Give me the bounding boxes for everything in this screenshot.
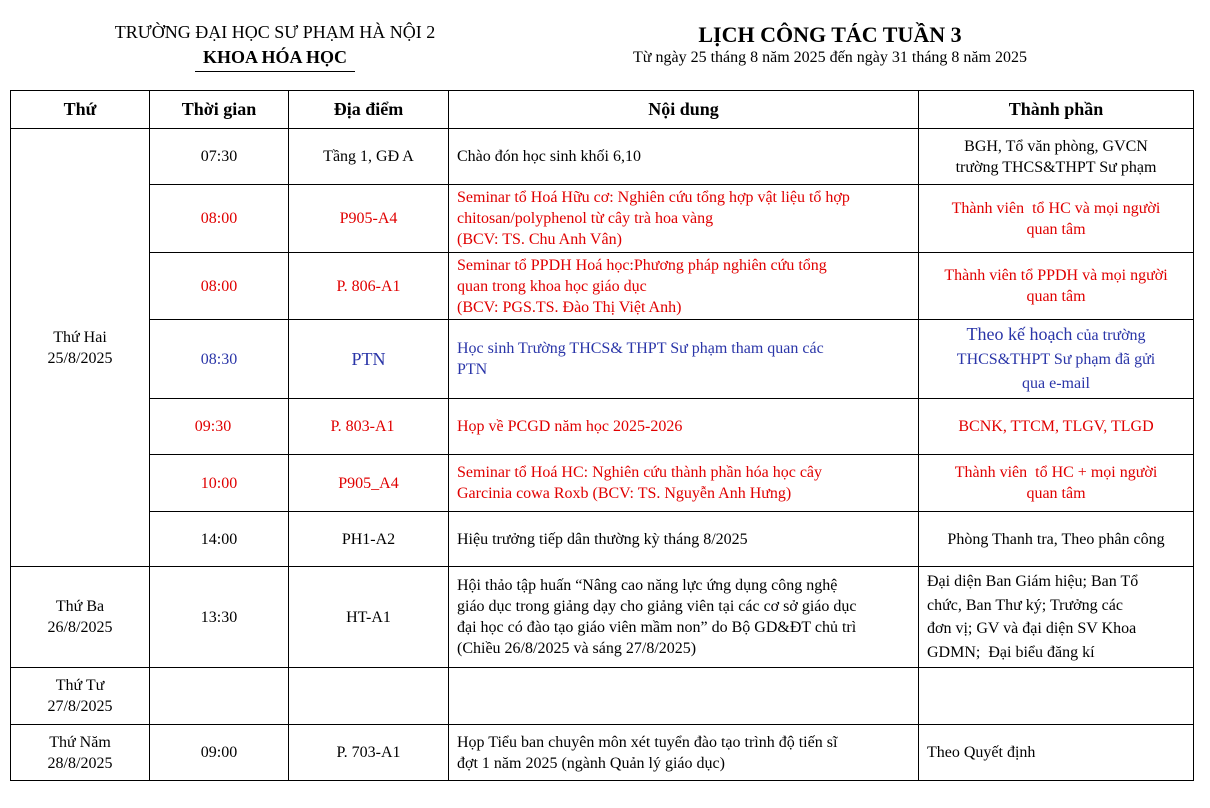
- content-line: Seminar tổ PPDH Hoá học:Phương pháp nghiên cứu tổng: [457, 256, 827, 274]
- location-cell: [289, 668, 449, 725]
- content-cell: [449, 253, 919, 320]
- content-cell: Họp về PCGD năm học 2025-2026: [449, 399, 919, 455]
- table-row: [11, 668, 1194, 725]
- content-cell: [449, 320, 919, 399]
- participants-line: chức, Ban Thư ký; Trưởng các: [927, 596, 1123, 614]
- time-cell: [150, 399, 289, 455]
- participants-cell: Theo Quyết định: [919, 725, 1194, 781]
- day-name: Thứ Ba: [55, 598, 105, 615]
- participants-cell: [919, 567, 1194, 668]
- col-header-time: Thời gian: [150, 91, 289, 129]
- content-line: giáo dục trong giảng dạy cho giảng viên tại các cơ sở giáo dục: [457, 598, 857, 615]
- time-cell: 07:30: [150, 129, 289, 185]
- table-row: [11, 320, 1194, 399]
- table-row: [11, 455, 1194, 512]
- participants-cell: [919, 668, 1194, 725]
- participants-cell: [919, 129, 1194, 185]
- participants-cell: [919, 185, 1194, 253]
- content-line: đợt 1 năm 2025 (ngành Quản lý giáo dục): [457, 754, 725, 772]
- location-text: P. 803-A1: [330, 418, 395, 435]
- content-line: chitosan/polyphenol từ cây trà hoa vàng: [457, 210, 714, 227]
- day-cell-tuesday: [11, 567, 150, 668]
- time-cell: 08:00: [150, 185, 289, 253]
- col-header-content: Nội dung: [449, 91, 919, 129]
- participants-line: qua e-mail: [1022, 375, 1090, 392]
- content-line: (BCV: PGS.TS. Đào Thị Việt Anh): [457, 298, 682, 316]
- table-row: [11, 725, 1194, 781]
- table-row: [11, 253, 1194, 320]
- participants-line: quan tâm: [1026, 288, 1086, 305]
- faculty-name: KHOA HÓA HỌC: [202, 47, 348, 67]
- content-line: (Chiều 26/8/2025 và sáng 27/8/2025): [457, 640, 697, 657]
- table-row: [11, 185, 1194, 253]
- participants-text: của trường: [1072, 327, 1146, 344]
- content-line: (BCV: TS. Chu Anh Vân): [457, 231, 622, 248]
- time-cell: 14:00: [150, 512, 289, 567]
- university-name: TRƯỜNG ĐẠI HỌC SƯ PHẠM HÀ NỘI 2: [114, 22, 436, 42]
- location-cell: P905-A4: [289, 185, 449, 253]
- participants-line: trường THCS&THPT Sư phạm: [955, 158, 1157, 176]
- participants-cell: Phòng Thanh tra, Theo phân công: [919, 512, 1194, 567]
- day-date: 27/8/2025: [47, 698, 113, 715]
- location-cell: HT-A1: [289, 567, 449, 668]
- time-cell: 09:00: [150, 725, 289, 781]
- content-cell: [449, 567, 919, 668]
- time-text: 09:30: [194, 418, 232, 435]
- schedule-table: [10, 90, 1194, 781]
- schedule-date-range: Từ ngày 25 tháng 8 năm 2025 đến ngày 31 tháng 8 năm 2025: [633, 49, 1027, 66]
- content-line: Hội thảo tập huấn “Nâng cao năng lực ứng dụng công nghệ: [457, 577, 838, 594]
- location-cell: PTN: [289, 320, 449, 399]
- faculty-underline: [195, 71, 355, 72]
- day-name: Thứ Tư: [55, 677, 105, 694]
- day-cell-monday: [11, 129, 150, 567]
- content-cell: [449, 185, 919, 253]
- col-header-day: Thứ: [11, 91, 150, 129]
- header-right: [560, 20, 1100, 66]
- day-date: 26/8/2025: [47, 619, 113, 636]
- content-line: Garcinia cowa Roxb (BCV: TS. Nguyễn Anh Hưng): [457, 485, 792, 502]
- location-cell: [289, 399, 449, 455]
- content-line: đại học có đào tạo giáo viên mầm non” do Bộ GD&ĐT chủ trì: [457, 619, 857, 636]
- participants-cell: [919, 455, 1194, 512]
- location-cell: P. 806-A1: [289, 253, 449, 320]
- table-header-row: [11, 91, 1194, 129]
- participants-line: quan tâm: [1026, 220, 1086, 238]
- time-cell: [150, 668, 289, 725]
- content-cell: [449, 455, 919, 512]
- content-cell: [449, 725, 919, 781]
- time-cell: 10:00: [150, 455, 289, 512]
- participants-line: BGH, Tổ văn phòng, GVCN: [964, 137, 1148, 155]
- participants-line: Đại diện Ban Giám hiệu; Ban Tổ: [927, 573, 1139, 590]
- participants-line: Thành viên tổ HC + mọi người: [954, 464, 1158, 481]
- day-name: Thứ Năm: [49, 733, 111, 751]
- participants-line: GDMN; Đại biểu đăng kí: [927, 643, 1095, 661]
- col-header-location: Địa điểm: [289, 91, 449, 129]
- content-line: PTN: [457, 361, 488, 378]
- header-left: [60, 20, 490, 72]
- time-cell: 13:30: [150, 567, 289, 668]
- table-row: [11, 567, 1194, 668]
- location-cell: Tầng 1, GĐ A: [289, 129, 449, 185]
- participants-line: quan tâm: [1026, 485, 1086, 502]
- participants-cell: [919, 253, 1194, 320]
- participants-line: đơn vị; GV và đại diện SV Khoa: [927, 620, 1137, 637]
- table-row: [11, 399, 1194, 455]
- time-cell: 08:00: [150, 253, 289, 320]
- content-line: Họp Tiểu ban chuyên môn xét tuyển đào tạo trình độ tiến sĩ: [457, 733, 838, 751]
- participants-cell: BCNK, TTCM, TLGV, TLGD: [919, 399, 1194, 455]
- content-cell: Hiệu trưởng tiếp dân thường kỳ tháng 8/2025: [449, 512, 919, 567]
- content-line: Seminar tổ Hoá Hữu cơ: Nghiên cứu tổng hợp vật liệu tổ hợp: [457, 189, 850, 206]
- location-cell: P905_A4: [289, 455, 449, 512]
- table-row: [11, 512, 1194, 567]
- participants-cell: [919, 320, 1194, 399]
- table-row: [11, 129, 1194, 185]
- schedule-title: LỊCH CÔNG TÁC TUẦN 3: [698, 22, 962, 47]
- day-date: 25/8/2025: [47, 349, 113, 367]
- content-cell: [449, 668, 919, 725]
- location-cell: PH1-A2: [289, 512, 449, 567]
- time-cell: 08:30: [150, 320, 289, 399]
- participants-line: THCS&THPT Sư phạm đã gửi: [956, 351, 1156, 368]
- location-cell: P. 703-A1: [289, 725, 449, 781]
- day-name: Thứ Hai: [53, 328, 107, 346]
- participants-line: Thành viên tổ HC và mọi người: [951, 199, 1161, 217]
- day-cell-thursday: [11, 725, 150, 781]
- participants-line: [927, 322, 1185, 348]
- participants-line: Thành viên tổ PPDH và mọi người: [944, 267, 1168, 284]
- content-line: Học sinh Trường THCS& THPT Sư phạm tham quan các: [457, 340, 824, 357]
- content-line: Seminar tổ Hoá HC: Nghiên cứu thành phần hóa học cây: [457, 464, 823, 481]
- content-line: quan trong khoa học giáo dục: [457, 277, 647, 295]
- col-header-participants: Thành phần: [919, 91, 1194, 129]
- participants-emphasis: Theo kế hoạch: [966, 324, 1073, 344]
- day-cell-wednesday: [11, 668, 150, 725]
- content-cell: Chào đón học sinh khối 6,10: [449, 129, 919, 185]
- day-date: 28/8/2025: [47, 754, 113, 772]
